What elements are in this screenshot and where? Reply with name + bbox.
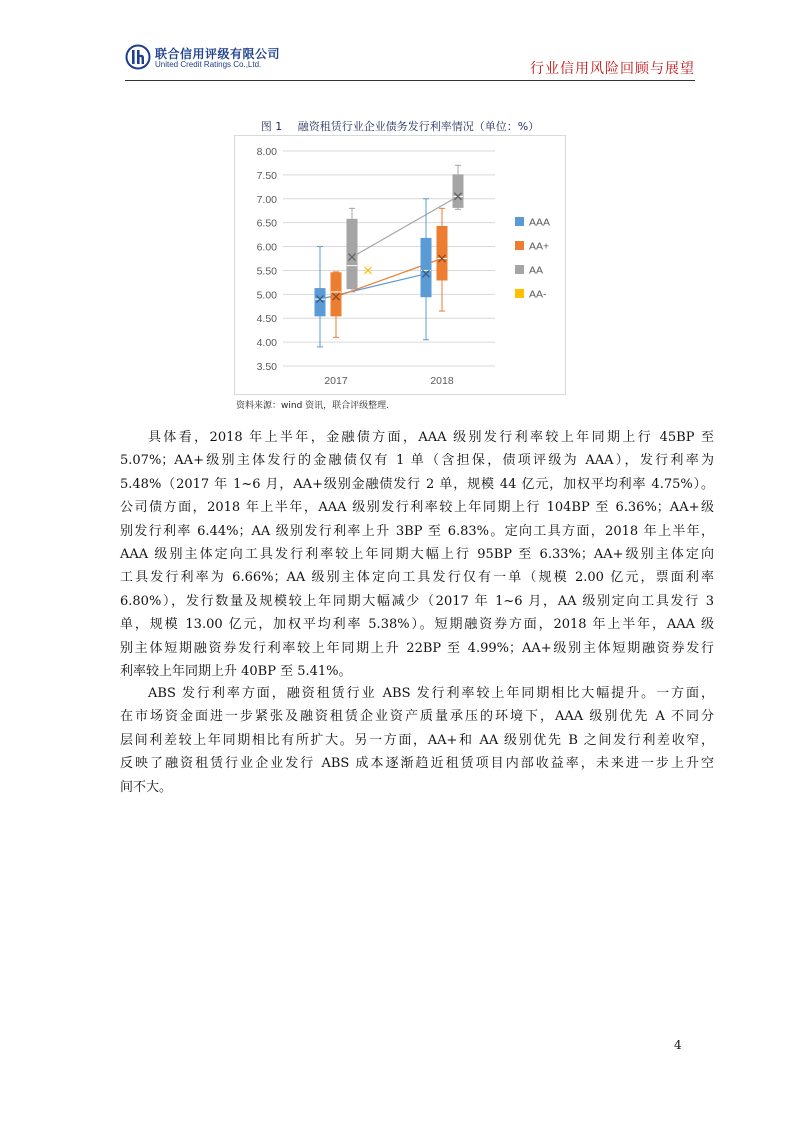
x-tick-label: 2018	[430, 375, 454, 387]
y-tick-label: 4.50	[256, 313, 277, 326]
y-tick-label: 4.00	[256, 337, 277, 350]
legend-swatch	[515, 265, 524, 274]
y-tick-label: 5.50	[256, 265, 277, 278]
section-title: 行业信用风险回顾与展望	[530, 61, 695, 77]
paragraph-line: 在市场资金面进一步紧张及融资租赁企业资产质量承压的环境下，AAA 级别优先 A 不同分	[120, 709, 714, 725]
y-tick-label: 6.00	[256, 241, 277, 254]
figure-source: 资料来源：wind 资讯，联合评级整理.	[236, 401, 390, 411]
paragraph-line: 层间利差较上年同期相比有所扩大。另一方面，AA+和 AA 级别优先 B 之间发行利差收窄，	[120, 732, 714, 748]
box-plot-chart	[234, 135, 566, 395]
paragraph-line: 单，规模 13.00 亿元，加权平均利率 5.38%）。短期融资券方面，2018 年上半年，AAA 级	[120, 617, 714, 633]
paragraph-line: 6.80%），发行数量及规模较上年同期大幅减少（2017 年 1~6 月，AA 级别定向工具发行 3	[120, 593, 714, 609]
paragraph-line: 公司债方面，2018 年上半年，AAA 级别发行利率较上年同期上行 104BP 至 6.36%；AA+级	[120, 500, 714, 516]
paragraph-line: 具体看，2018 年上半年，金融债方面，AAA 级别发行利率较上年同期上行 45BP 至	[148, 430, 714, 445]
body-paragraph-1	[120, 426, 714, 683]
chart-canvas	[235, 136, 565, 394]
y-tick-label: 8.00	[256, 146, 277, 158]
figure-label: 图 1	[260, 120, 283, 133]
paragraph-line: ABS 发行利率方面，融资租赁行业 ABS 发行利率较上年同期相比大幅提升。一方面，	[148, 686, 714, 701]
paragraph-line: 工具发行利率为 6.66%；AA 级别主体定向工具发行仅有一单（规模 2.00 亿元，票面利率	[120, 570, 714, 586]
paragraph-line: 间不大。	[120, 779, 173, 795]
page-header	[125, 44, 695, 84]
figure-caption	[0, 118, 800, 134]
legend-label: AA+	[529, 240, 550, 253]
y-tick-label: 7.00	[256, 193, 277, 206]
paragraph-line: 反映了融资租赁行业企业发行 ABS 成本逐渐趋近租赁项目内部收益率，未来进一步上升空	[120, 756, 714, 772]
box	[453, 175, 463, 207]
paragraph-line: 别主体短期融资券发行利率较上年同期上升 22BP 至 4.99%；AA+级别主体短期融资券发行	[120, 640, 714, 656]
y-tick-label: 6.50	[256, 217, 277, 230]
box	[331, 273, 341, 316]
y-tick-label: 7.50	[256, 169, 277, 182]
paragraph-line: 5.48%（2017 年 1~6 月，AA+级别金融债发行 2 单，规模 44 亿元，加权平均利率 4.75%）。	[120, 476, 714, 492]
legend-label: AA	[529, 264, 544, 277]
body-paragraph-2	[120, 682, 714, 799]
x-tick-label: 2017	[324, 375, 348, 387]
company-name-en: United Credit Ratings Co.,Ltd.	[155, 60, 262, 69]
paragraph-line: 5.07%；AA+级别主体发行的金融债仅有 1 单（含担保，债项评级为 AAA），发行利率为	[120, 453, 714, 469]
paragraph-line: 别发行利率 6.44%；AA 级别发行利率上升 3BP 至 6.83%。定向工具方面，2018 年上半年，	[120, 523, 714, 539]
company-name-cn: 联合信用评级有限公司	[155, 47, 281, 61]
legend-swatch	[515, 217, 524, 226]
paragraph-line: 利率较上年同期上升 40BP 至 5.41%。	[120, 664, 352, 680]
y-tick-label: 5.00	[256, 289, 277, 302]
legend-label: AA-	[529, 288, 547, 301]
y-tick-label: 3.50	[256, 361, 277, 373]
paragraph-line: AAA 级别主体定向工具发行利率较上年同期大幅上行 95BP 至 6.33%；AA+级别主体定向	[120, 547, 714, 563]
page-number: 4	[674, 1038, 682, 1052]
legend-swatch	[515, 241, 524, 250]
figure-title: 融资租赁行业企业债务发行利率情况（单位：%）	[297, 120, 540, 133]
box	[437, 226, 447, 280]
legend-label: AAA	[529, 216, 551, 229]
box	[421, 238, 431, 296]
header-divider	[125, 80, 695, 81]
legend-swatch	[515, 289, 524, 298]
company-logo-icon	[125, 44, 151, 70]
